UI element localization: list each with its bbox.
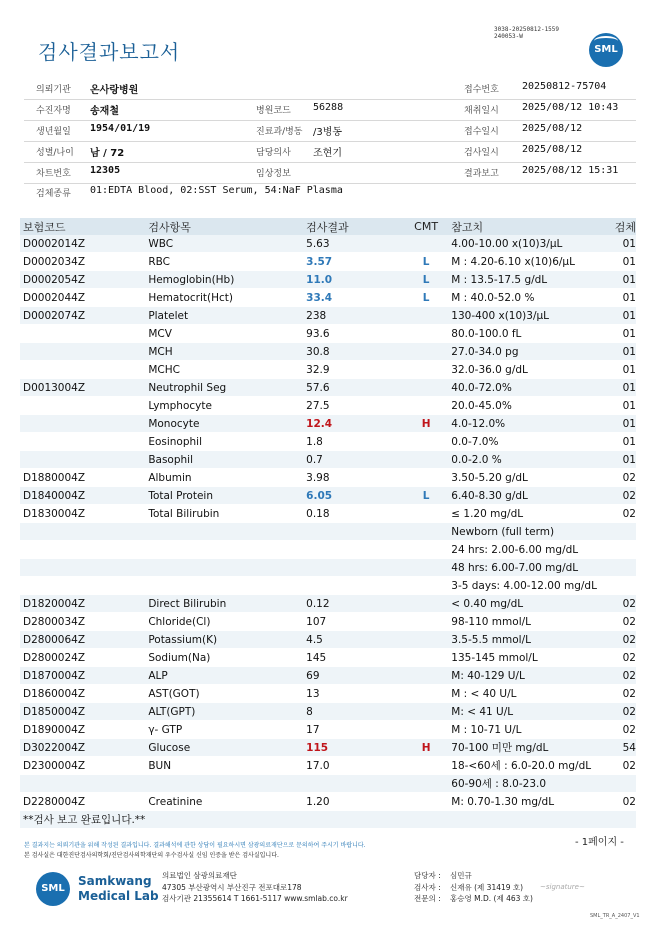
result-flag: [401, 523, 448, 541]
result-reference: 4.0-12.0%: [448, 415, 611, 433]
result-code: D1860004Z: [20, 685, 145, 703]
result-specimen: 02: [611, 613, 636, 631]
result-flag: [401, 325, 448, 343]
result-reference: 0.0-7.0%: [448, 433, 611, 451]
result-code: [20, 325, 145, 343]
specialist-value: 홍승영 M.D. (제 463 호): [450, 894, 533, 903]
result-flag: [401, 595, 448, 613]
result-code: **검사 보고 완료입니다.**: [20, 811, 145, 829]
result-reference: 60-90세 : 8.0-23.0: [448, 775, 611, 793]
table-row: [20, 505, 636, 523]
table-row: [20, 667, 636, 685]
result-value: 3.98: [303, 469, 401, 487]
result-item: Platelet: [145, 307, 303, 325]
result-flag: [401, 343, 448, 361]
dept-value: /3병동: [313, 127, 343, 138]
result-flag: [401, 613, 448, 631]
result-item: Eosinophil: [145, 433, 303, 451]
page-number: - 1페이지 -: [575, 837, 624, 848]
table-row: [20, 361, 636, 379]
result-code: [20, 415, 145, 433]
result-specimen: 02: [611, 631, 636, 649]
result-code: [20, 397, 145, 415]
result-value: 30.8: [303, 343, 401, 361]
results-body: [20, 235, 636, 847]
doctor-label: 담당의사: [256, 148, 291, 158]
result-item: Neutrophil Seg: [145, 379, 303, 397]
result-item: Potassium(K): [145, 631, 303, 649]
result-value: 27.5: [303, 397, 401, 415]
sml-logo: SML: [589, 33, 623, 67]
result-specimen: 01: [611, 271, 636, 289]
chart-value: 12305: [90, 165, 121, 176]
result-reference: M: 0.70-1.30 mg/dL: [448, 793, 611, 811]
table-row: [20, 577, 636, 595]
hospital-label: 의뢰기관: [36, 85, 71, 95]
table-row: [20, 343, 636, 361]
result-item: RBC: [145, 253, 303, 271]
result-specimen: 02: [611, 667, 636, 685]
result-flag: [401, 703, 448, 721]
result-flag: [401, 667, 448, 685]
table-row: [20, 253, 636, 271]
notice-line-2: 본 검사실은 대한진단검사의학회/진단검사의학재단의 우수검사실 신임 인증을 받은 검사실입니다.: [24, 852, 279, 859]
result-value: [303, 577, 401, 595]
result-value: 13: [303, 685, 401, 703]
result-item: [145, 559, 303, 577]
results-table: [20, 218, 636, 847]
result-value: 17: [303, 721, 401, 739]
result-item: [145, 811, 303, 829]
name-label: 수진자명: [36, 106, 71, 116]
report-date-label: 결과보고: [464, 169, 499, 179]
result-flag: L: [401, 253, 448, 271]
document-id-line-2: 240053-W: [494, 33, 523, 40]
result-value: 12.4: [303, 415, 401, 433]
result-flag: [401, 469, 448, 487]
result-flag: H: [401, 415, 448, 433]
result-code: D1830004Z: [20, 505, 145, 523]
result-item: Glucose: [145, 739, 303, 757]
result-code: D2800024Z: [20, 649, 145, 667]
result-value: 93.6: [303, 325, 401, 343]
result-specimen: 02: [611, 487, 636, 505]
result-item: ALT(GPT): [145, 703, 303, 721]
result-code: [20, 775, 145, 793]
result-reference: 80.0-100.0 fL: [448, 325, 611, 343]
result-flag: [401, 379, 448, 397]
staff-label: 담당자 :: [414, 871, 441, 880]
collect-label: 채취일시: [464, 106, 499, 116]
result-flag: [401, 811, 448, 829]
result-item: MCHC: [145, 361, 303, 379]
hospcode-value: 56288: [313, 102, 344, 113]
header-specimen: 검체: [611, 218, 636, 235]
result-reference: 20.0-45.0%: [448, 397, 611, 415]
result-value: [303, 811, 401, 829]
result-code: D2800064Z: [20, 631, 145, 649]
result-code: D2280004Z: [20, 793, 145, 811]
result-specimen: 02: [611, 685, 636, 703]
result-specimen: 02: [611, 469, 636, 487]
result-specimen: 02: [611, 793, 636, 811]
result-reference: 27.0-34.0 pg: [448, 343, 611, 361]
result-flag: [401, 433, 448, 451]
result-specimen: 01: [611, 451, 636, 469]
result-reference: M: 40-129 U/L: [448, 667, 611, 685]
result-reference: 70-100 미만 mg/dL: [448, 739, 611, 757]
name-value: 송재철: [90, 106, 119, 117]
result-specimen: 02: [611, 595, 636, 613]
result-flag: [401, 451, 448, 469]
table-row: [20, 775, 636, 793]
result-reference: M : 4.20-6.10 x(10)6/μL: [448, 253, 611, 271]
result-value: 8: [303, 703, 401, 721]
header-code: 보험코드: [20, 218, 145, 235]
result-specimen: 01: [611, 361, 636, 379]
table-row: [20, 451, 636, 469]
result-item: Hematocrit(Hct): [145, 289, 303, 307]
result-flag: L: [401, 487, 448, 505]
result-item: MCH: [145, 343, 303, 361]
result-reference: M : < 40 U/L: [448, 685, 611, 703]
doctor-value: 조현기: [313, 148, 342, 159]
result-code: D0002054Z: [20, 271, 145, 289]
result-item: [145, 577, 303, 595]
result-item: BUN: [145, 757, 303, 775]
result-specimen: [611, 541, 636, 559]
header-row-3: [24, 120, 636, 142]
result-flag: [401, 559, 448, 577]
result-code: [20, 451, 145, 469]
result-reference: 6.40-8.30 g/dL: [448, 487, 611, 505]
lab-name-line-1: Samkwang: [78, 874, 152, 888]
receipt-no-label: 접수번호: [464, 85, 499, 95]
test-date-value: 2025/08/12: [522, 144, 583, 155]
header-row-4: [24, 141, 636, 163]
result-flag: [401, 685, 448, 703]
result-item: AST(GOT): [145, 685, 303, 703]
table-row: [20, 721, 636, 739]
result-reference: 3-5 days: 4.00-12.00 mg/dL: [448, 577, 611, 595]
dob-value: 1954/01/19: [90, 123, 151, 134]
result-item: Total Bilirubin: [145, 505, 303, 523]
result-value: 33.4: [303, 289, 401, 307]
result-value: 3.57: [303, 253, 401, 271]
result-specimen: 02: [611, 721, 636, 739]
table-row: [20, 595, 636, 613]
document-id: [494, 26, 559, 40]
result-code: D2300004Z: [20, 757, 145, 775]
result-reference: Newborn (full term): [448, 523, 611, 541]
result-reference: 135-145 mmol/L: [448, 649, 611, 667]
clinical-label: 임상정보: [256, 169, 291, 179]
result-specimen: 01: [611, 433, 636, 451]
result-reference: M: < 41 U/L: [448, 703, 611, 721]
receipt-date-value: 2025/08/12: [522, 123, 583, 134]
result-item: Creatinine: [145, 793, 303, 811]
result-value: 0.12: [303, 595, 401, 613]
result-item: Monocyte: [145, 415, 303, 433]
result-code: D2800034Z: [20, 613, 145, 631]
result-item: Chloride(Cl): [145, 613, 303, 631]
table-row: [20, 487, 636, 505]
table-row: [20, 541, 636, 559]
results-header-row: [20, 218, 636, 235]
result-code: [20, 559, 145, 577]
test-date-label: 검사일시: [464, 148, 499, 158]
result-value: 5.63: [303, 235, 401, 253]
document-id-line-1: 3038-20250812-1559: [494, 26, 560, 33]
result-value: 4.5: [303, 631, 401, 649]
result-flag: [401, 235, 448, 253]
result-item: ALP: [145, 667, 303, 685]
result-flag: L: [401, 289, 448, 307]
result-flag: [401, 307, 448, 325]
result-flag: [401, 577, 448, 595]
result-value: 1.8: [303, 433, 401, 451]
result-specimen: 54: [611, 739, 636, 757]
header-item: 검사항목: [145, 218, 303, 235]
result-specimen: 01: [611, 379, 636, 397]
result-flag: H: [401, 739, 448, 757]
result-value: [303, 559, 401, 577]
receipt-no-value: 20250812-75704: [522, 81, 607, 92]
result-specimen: 01: [611, 289, 636, 307]
result-specimen: 01: [611, 253, 636, 271]
footer-address: 47305 부산광역시 부산진구 전포대로178: [162, 883, 302, 892]
result-item: Hemoglobin(Hb): [145, 271, 303, 289]
result-value: 6.05: [303, 487, 401, 505]
result-item: Lymphocyte: [145, 397, 303, 415]
result-value: 107: [303, 613, 401, 631]
result-flag: [401, 541, 448, 559]
result-value: 0.7: [303, 451, 401, 469]
header-reference: 참고치: [448, 218, 611, 235]
table-row: [20, 235, 636, 253]
result-item: Sodium(Na): [145, 649, 303, 667]
footer-lab-name: [78, 874, 159, 904]
sex-age-value: 남 / 72: [90, 148, 125, 159]
result-code: [20, 523, 145, 541]
table-row: [20, 397, 636, 415]
result-reference: 3.5-5.5 mmol/L: [448, 631, 611, 649]
result-reference: ≤ 1.20 mg/dL: [448, 505, 611, 523]
table-row: [20, 433, 636, 451]
table-row: [20, 757, 636, 775]
result-flag: [401, 829, 448, 847]
result-flag: L: [401, 271, 448, 289]
result-flag: [401, 631, 448, 649]
result-reference: 130-400 x(10)3/μL: [448, 307, 611, 325]
report-title: 검사결과보고서: [38, 40, 181, 64]
result-item: [145, 523, 303, 541]
result-item: [145, 775, 303, 793]
table-row: [20, 415, 636, 433]
table-row: [20, 631, 636, 649]
result-reference: 32.0-36.0 g/dL: [448, 361, 611, 379]
result-specimen: [611, 559, 636, 577]
result-code: D3022004Z: [20, 739, 145, 757]
result-reference: 48 hrs: 6.00-7.00 mg/dL: [448, 559, 611, 577]
result-value: 11.0: [303, 271, 401, 289]
lab-name-line-2: Medical Lab: [78, 889, 159, 903]
result-code: [20, 541, 145, 559]
result-reference: M : 40.0-52.0 %: [448, 289, 611, 307]
result-specimen: 01: [611, 235, 636, 253]
chart-label: 차트번호: [36, 169, 71, 179]
result-code: D1890004Z: [20, 721, 145, 739]
result-specimen: 01: [611, 325, 636, 343]
result-flag: [401, 775, 448, 793]
dob-label: 생년월일: [36, 127, 71, 137]
result-flag: [401, 649, 448, 667]
result-code: D1840004Z: [20, 487, 145, 505]
collect-value: 2025/08/12 10:43: [522, 102, 619, 113]
specialist-label: 전문의 :: [414, 894, 441, 903]
result-code: D0002034Z: [20, 253, 145, 271]
result-specimen: 02: [611, 649, 636, 667]
receipt-date-label: 접수일시: [464, 127, 499, 137]
result-code: [20, 433, 145, 451]
signature-mark: ~signature~: [540, 883, 585, 891]
header-row-1: [24, 78, 636, 100]
specimen-value: 01:EDTA Blood, 02:SST Serum, 54:NaF Plasma: [90, 185, 343, 196]
result-specimen: 02: [611, 703, 636, 721]
result-flag: [401, 361, 448, 379]
result-code: [20, 361, 145, 379]
result-code: D0002074Z: [20, 307, 145, 325]
result-specimen: 02: [611, 757, 636, 775]
result-value: [303, 523, 401, 541]
result-reference: 4.00-10.00 x(10)3/μL: [448, 235, 611, 253]
result-value: 238: [303, 307, 401, 325]
header-row-5: [24, 162, 636, 184]
result-value: 57.6: [303, 379, 401, 397]
table-row: [20, 379, 636, 397]
notice-line-1: 본 결과지는 의뢰기관을 위해 작성된 결과입니다. 결과해석에 관한 상담이 필요하시면 삼광의료재단으로 문의하여 주시기 바랍니다.: [24, 842, 366, 849]
result-reference: 18-<60세 : 6.0-20.0 mg/dL: [448, 757, 611, 775]
table-row: [20, 325, 636, 343]
result-specimen: [611, 523, 636, 541]
result-reference: [448, 811, 611, 829]
result-value: [303, 541, 401, 559]
hospcode-label: 병원코드: [256, 106, 291, 116]
result-reference: < 0.40 mg/dL: [448, 595, 611, 613]
result-item: WBC: [145, 235, 303, 253]
table-row: [20, 307, 636, 325]
table-row: [20, 793, 636, 811]
hospital-value: 온사랑병원: [90, 85, 139, 96]
result-code: D1880004Z: [20, 469, 145, 487]
result-item: [145, 541, 303, 559]
result-value: 69: [303, 667, 401, 685]
result-flag: [401, 793, 448, 811]
result-code: D0002014Z: [20, 235, 145, 253]
result-item: Albumin: [145, 469, 303, 487]
result-value: 17.0: [303, 757, 401, 775]
result-specimen: 02: [611, 505, 636, 523]
result-specimen: [611, 811, 636, 829]
result-specimen: 01: [611, 415, 636, 433]
table-row: [20, 685, 636, 703]
table-row: [20, 703, 636, 721]
result-value: 1.20: [303, 793, 401, 811]
result-code: D1870004Z: [20, 667, 145, 685]
header-cmt: CMT: [401, 218, 448, 235]
result-specimen: 01: [611, 343, 636, 361]
result-code: D1820004Z: [20, 595, 145, 613]
table-row: [20, 523, 636, 541]
result-reference: 24 hrs: 2.00-6.00 mg/dL: [448, 541, 611, 559]
staff-value: 심민규: [450, 871, 472, 880]
result-code: [20, 577, 145, 595]
table-row: [20, 811, 636, 829]
result-item: MCV: [145, 325, 303, 343]
table-row: [20, 559, 636, 577]
table-row: [20, 271, 636, 289]
result-value: 0.18: [303, 505, 401, 523]
result-flag: [401, 397, 448, 415]
result-flag: [401, 721, 448, 739]
result-reference: 40.0-72.0%: [448, 379, 611, 397]
table-row: [20, 649, 636, 667]
result-code: D0002044Z: [20, 289, 145, 307]
header-row-6: [24, 182, 636, 203]
dept-label: 진료과/병동: [256, 127, 303, 137]
tester-value: 신재유 (제 31419 호): [450, 883, 524, 892]
footer-org: 의료법인 삼광의료재단: [162, 871, 237, 880]
result-specimen: 01: [611, 397, 636, 415]
sex-age-label: 성별/나이: [36, 148, 74, 158]
result-item: Total Protein: [145, 487, 303, 505]
result-value: 145: [303, 649, 401, 667]
footer-contact: 검사기관 21355614 T 1661-5117 www.smlab.co.kr: [162, 894, 348, 903]
result-specimen: [611, 577, 636, 595]
result-value: 115: [303, 739, 401, 757]
result-flag: [401, 757, 448, 775]
tester-label: 검사자 :: [414, 883, 441, 892]
table-row: [20, 613, 636, 631]
result-reference: M : 10-71 U/L: [448, 721, 611, 739]
result-reference: 98-110 mmol/L: [448, 613, 611, 631]
result-reference: M : 13.5-17.5 g/dL: [448, 271, 611, 289]
specimen-label: 검체종류: [36, 189, 71, 199]
table-row: [20, 739, 636, 757]
result-code: [20, 343, 145, 361]
header-result: 검사결과: [303, 218, 401, 235]
result-value: 32.9: [303, 361, 401, 379]
table-row: [20, 289, 636, 307]
result-reference: 0.0-2.0 %: [448, 451, 611, 469]
footer-sml-logo: SML: [36, 872, 70, 906]
result-item: γ- GTP: [145, 721, 303, 739]
result-code: D0013004Z: [20, 379, 145, 397]
result-item: Direct Bilirubin: [145, 595, 303, 613]
result-value: [303, 775, 401, 793]
table-row: [20, 469, 636, 487]
report-date-value: 2025/08/12 15:31: [522, 165, 619, 176]
result-specimen: 01: [611, 307, 636, 325]
result-code: D1850004Z: [20, 703, 145, 721]
result-item: Basophil: [145, 451, 303, 469]
result-reference: 3.50-5.20 g/dL: [448, 469, 611, 487]
form-code: SML_TR_A_2407_V1: [590, 913, 640, 919]
header-row-2: [24, 99, 636, 121]
result-specimen: [611, 775, 636, 793]
result-flag: [401, 505, 448, 523]
